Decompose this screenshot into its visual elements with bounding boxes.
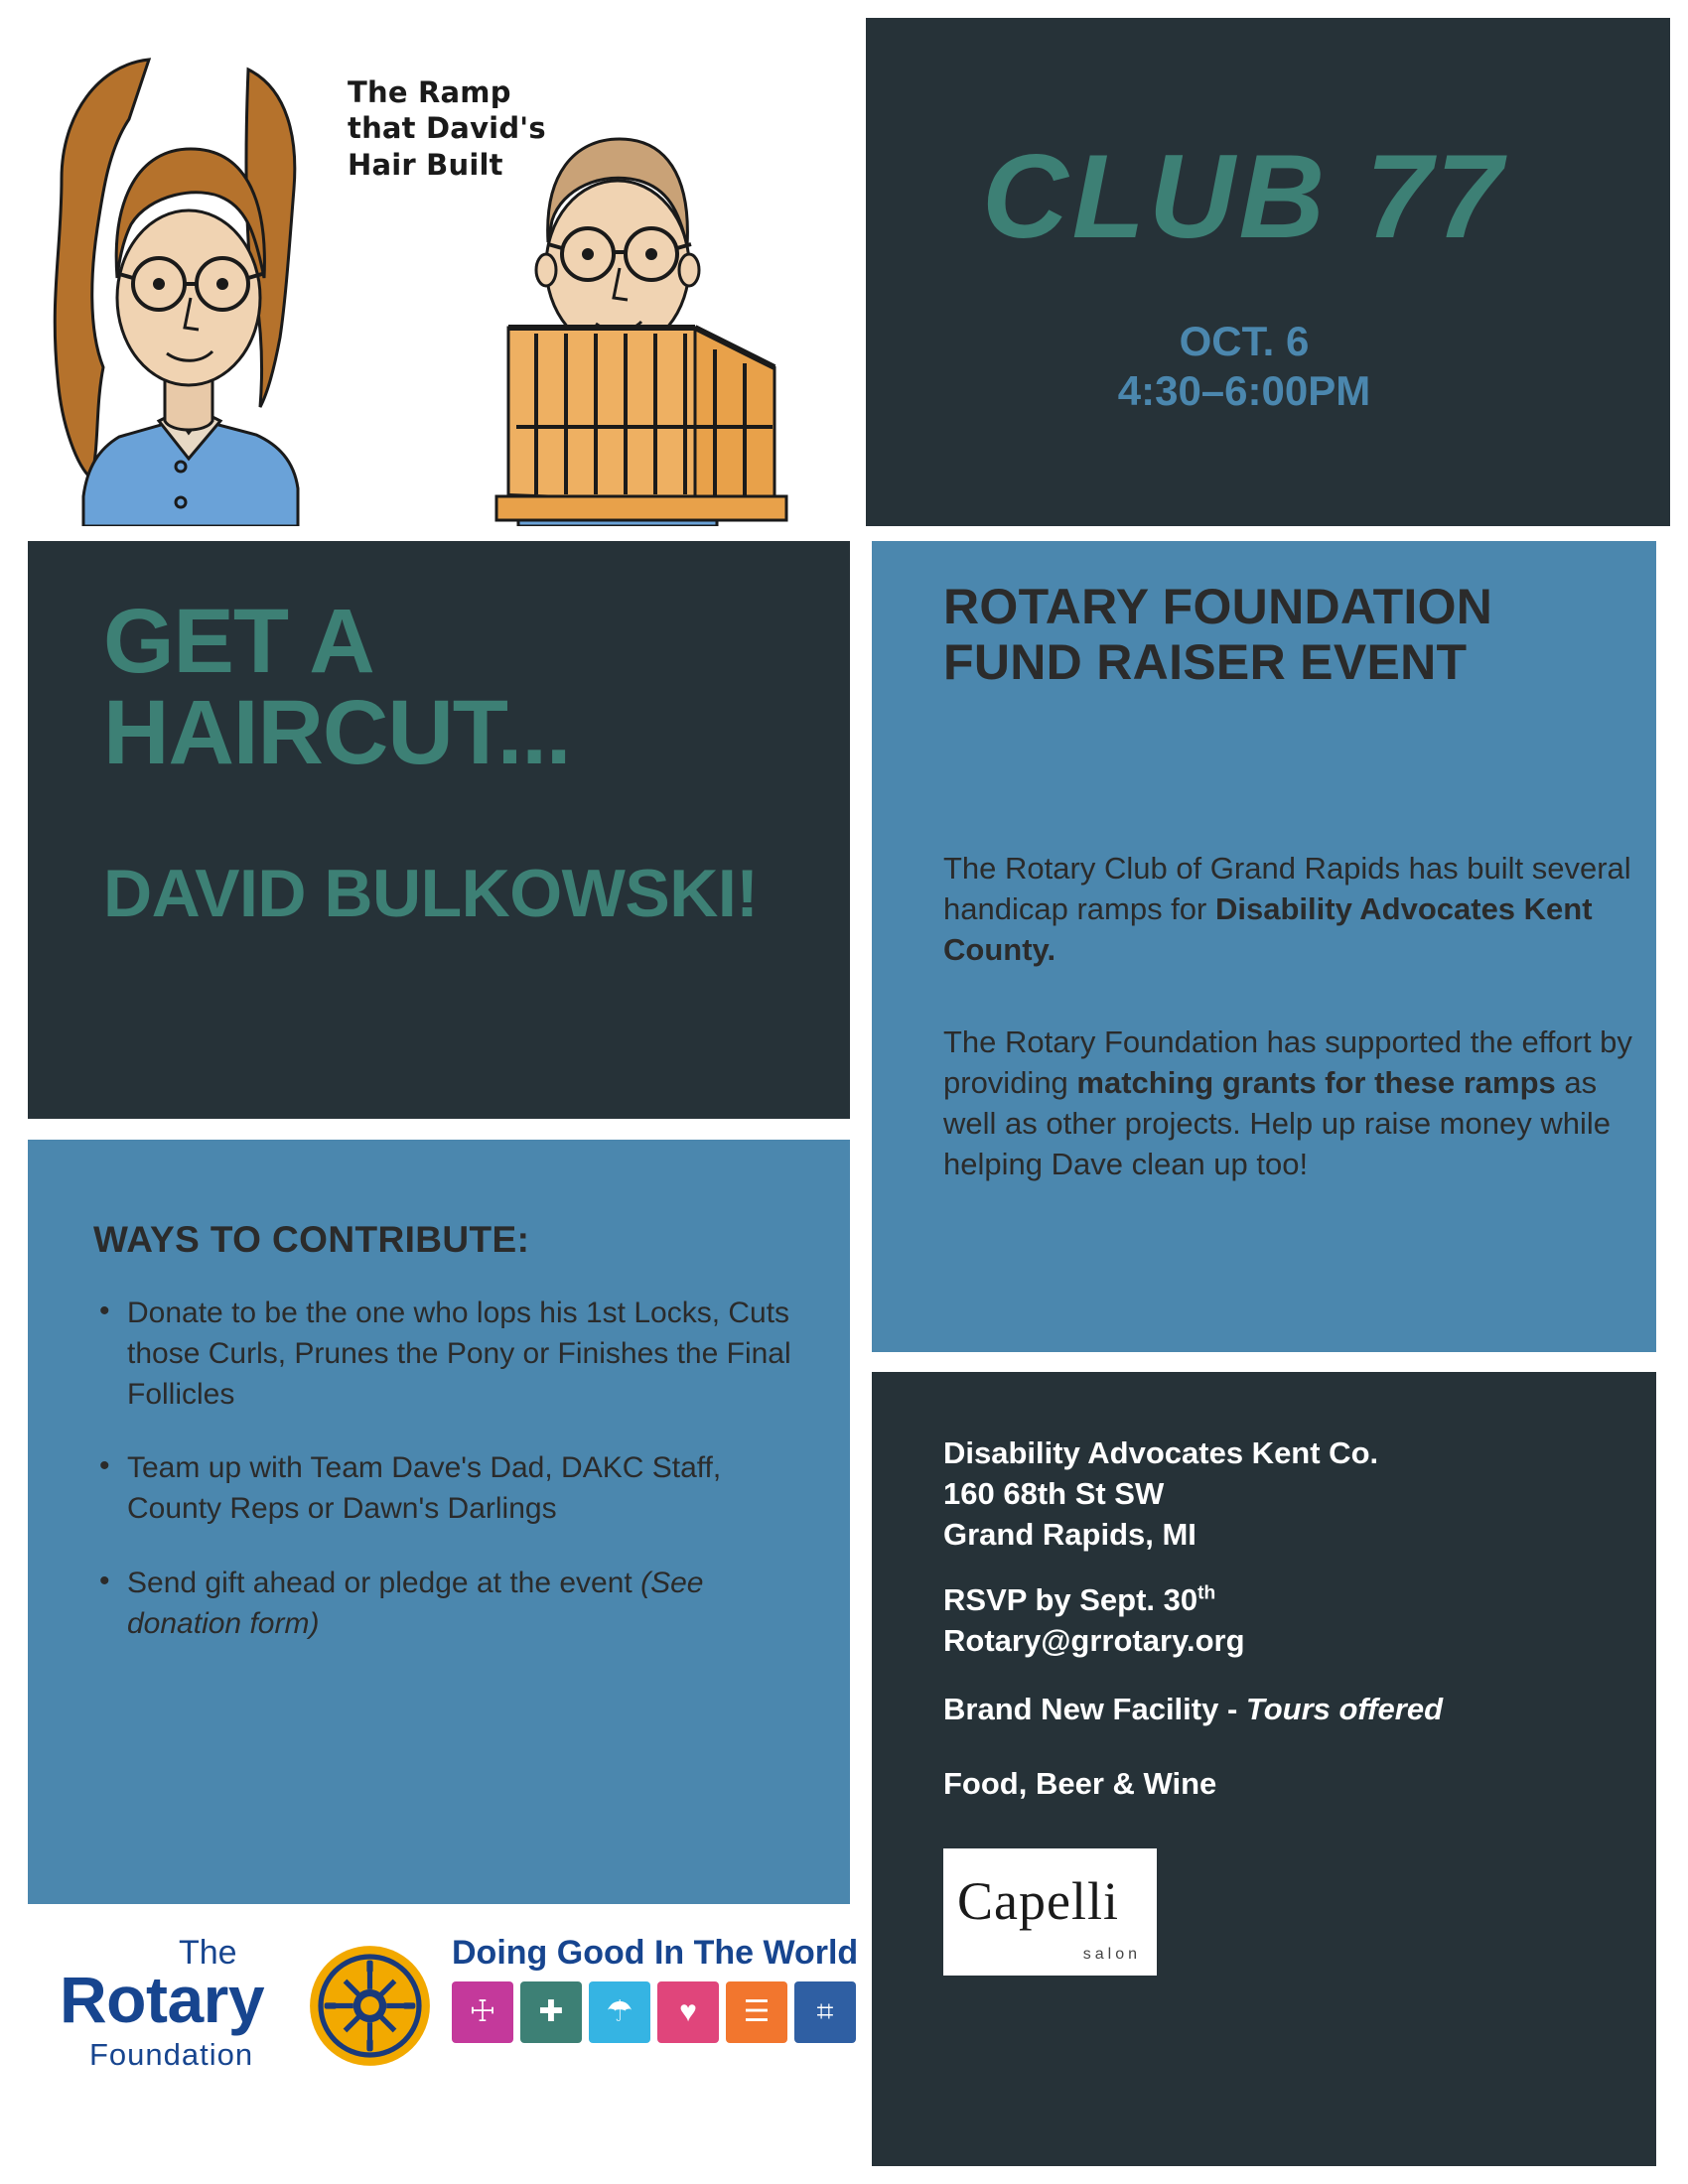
- rsvp-email[interactable]: Rotary@grrotary.org: [943, 1622, 1245, 1658]
- rotary-tagline: Doing Good In The World: [452, 1934, 859, 1972]
- venue-street: 160 68th St SW: [943, 1475, 1165, 1511]
- rsvp-deadline-suffix: th: [1197, 1582, 1216, 1604]
- rsvp-deadline: [943, 1580, 1626, 1621]
- fundraiser-paragraph-2: [943, 1023, 1632, 1185]
- illustration-caption: The Ramp that David's Hair Built: [348, 75, 546, 182]
- list-item: • Team up with Team Dave's Dad, DAKC Staff, County Reps or Dawn's Darlings: [97, 1448, 810, 1530]
- education-glyph: ☰: [743, 1995, 771, 2028]
- facility-note-dash: -: [1218, 1692, 1246, 1726]
- maternal-child-health-icon: [657, 1981, 719, 2043]
- facility-note-italic: Tours offered: [1245, 1692, 1444, 1726]
- fundraiser-paragraph-1: [943, 849, 1632, 971]
- areas-of-focus-row: [452, 1981, 856, 2043]
- peace-glyph: ☩: [469, 1995, 496, 2028]
- capelli-salon-logo: [943, 1848, 1157, 1976]
- paragraph-2-bold: matching grants for these ramps: [1076, 1064, 1556, 1100]
- paragraph-1-text: The Rotary Club of Grand Rapids has built several handicap ramps for: [943, 851, 1631, 926]
- economic-development-icon: [794, 1981, 856, 2043]
- club-time: 4:30–6:00PM: [1117, 367, 1371, 414]
- illustration-area: [0, 0, 866, 526]
- list-item: [97, 1564, 810, 1645]
- capelli-logo-sub: salon: [1082, 1946, 1141, 1963]
- ways-to-contribute-panel: [28, 1140, 850, 1904]
- club-event-panel: [866, 18, 1670, 526]
- paragraph-1-bold: Disability Advocates Kent County.: [943, 890, 1593, 967]
- venue-address: [943, 1433, 1626, 1556]
- contribute-heading: WAYS TO CONTRIBUTE:: [93, 1219, 530, 1260]
- ramp-illustration: [496, 328, 786, 520]
- rsvp-info: [943, 1580, 1626, 1662]
- rotary-logo-the: The: [179, 1934, 237, 1972]
- rsvp-deadline-text: RSVP by Sept. 30: [943, 1582, 1198, 1617]
- list-item-note: (See donation form): [127, 1566, 704, 1640]
- venue-org: Disability Advocates Kent Co.: [943, 1435, 1379, 1470]
- list-item-text-2: the event: [509, 1566, 641, 1599]
- venue-city: Grand Rapids, MI: [943, 1516, 1196, 1552]
- economy-glyph: ⌗: [816, 1995, 834, 2028]
- club-title: CLUB 77: [981, 130, 1507, 263]
- haircut-person-name: DAVID BULKOWSKI!: [103, 856, 759, 931]
- list-item: • Donate to be the one who lops his 1st Locks, Cuts those Curls, Prunes the Pony or Finishes the Final Follicles: [97, 1294, 810, 1415]
- contribute-list: [97, 1294, 810, 1679]
- paragraph-2-text-b: as well as other projects. Help up raise money while helping Dave clean up too!: [943, 1064, 1611, 1181]
- woman-illustration: [55, 60, 298, 526]
- rotary-wheel-icon: [308, 1944, 432, 2068]
- list-item-text: Send gift ahead or pledge at: [127, 1566, 501, 1599]
- club-date: OCT. 6: [1179, 318, 1310, 364]
- health-glyph: ♥: [679, 1995, 697, 2028]
- facility-note: [943, 1690, 1626, 1730]
- haircut-headline: GET A HAIRCUT...: [103, 591, 571, 783]
- disease-glyph: ✚: [538, 1995, 564, 2028]
- water-sanitation-icon: [589, 1981, 650, 2043]
- disease-prevention-icon: [520, 1981, 582, 2043]
- haircut-headline-panel: [28, 541, 850, 1119]
- facility-note-bold: Brand New Facility: [943, 1692, 1219, 1726]
- capelli-logo-name: Capelli: [957, 1871, 1119, 1931]
- basic-education-icon: [726, 1981, 787, 2043]
- peace-icon: [452, 1981, 513, 2043]
- rotary-logo-foundation: Foundation: [89, 2037, 254, 2072]
- food-note: Food, Beer & Wine: [943, 1766, 1217, 1801]
- event-details-panel: [872, 1372, 1656, 2166]
- water-glyph: ☂: [606, 1995, 633, 2028]
- rotary-logo-rotary: Rotary: [60, 1963, 265, 2036]
- rotary-foundation-logo-row: [40, 1926, 864, 2085]
- fundraiser-info-panel: [872, 541, 1656, 1352]
- paragraph-2-text-a: The Rotary Foundation has supported the effort by providing: [943, 1024, 1632, 1100]
- fundraiser-heading: ROTARY FOUNDATION FUND RAISER EVENT: [943, 579, 1493, 690]
